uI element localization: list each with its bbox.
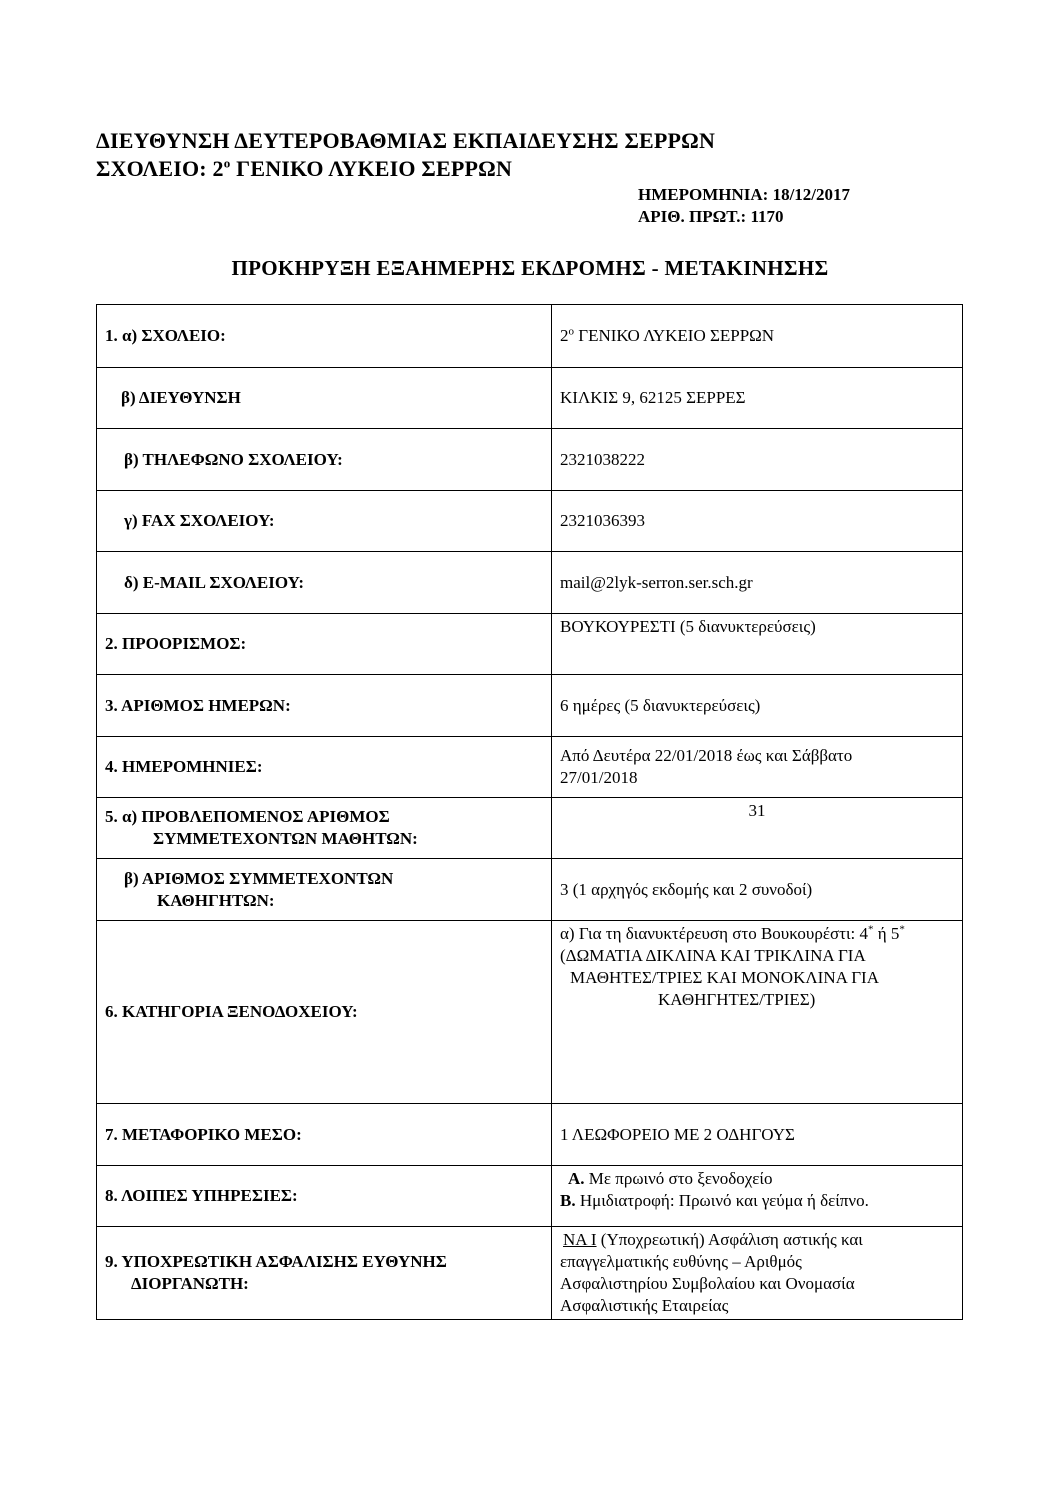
star-sup: * bbox=[899, 923, 905, 936]
hotel-category-text: α) Για τη διανυκτέρευση στο Βουκουρέστι: 4 bbox=[560, 924, 869, 943]
table-row bbox=[97, 675, 963, 737]
date-line: ΗΜΕΡΟΜΗΝΙΑ: 18/12/2017 bbox=[638, 185, 851, 204]
label-line: 5. α) ΠΡΟΒΛΕΠΟΜΕΝΟΣ ΑΡΙΘΜΟΣ bbox=[105, 807, 390, 826]
value-line: Ασφαλιστηρίου Συμβολαίου και Ονομασία bbox=[560, 1274, 855, 1293]
row-value: mail@2lyk-serron.ser.sch.gr bbox=[552, 552, 963, 614]
row-value bbox=[552, 737, 963, 798]
row-label: 8. ΛΟΙΠΕΣ ΥΠΗΡΕΣΙΕΣ: bbox=[97, 1166, 552, 1227]
value-line bbox=[560, 1229, 954, 1251]
label-line: ΔΙΟΡΓΑΝΩΤΗ: bbox=[131, 1274, 249, 1293]
row-value: ΚΙΛΚΙΣ 9, 62125 ΣΕΡΡΕΣ bbox=[552, 368, 963, 429]
table-row bbox=[97, 1104, 963, 1166]
service-key: Β. bbox=[560, 1191, 576, 1210]
table-row bbox=[97, 921, 963, 1104]
service-key: Α. bbox=[568, 1169, 585, 1188]
label-line: β) ΑΡΙΘΜΟΣ ΣΥΜΜΕΤΕΧΟΝΤΩΝ bbox=[124, 868, 394, 888]
protocol-line: ΑΡΙΘ. ΠΡΩΤ.: 1170 bbox=[638, 207, 784, 226]
table-row bbox=[97, 737, 963, 798]
school-heading bbox=[96, 156, 512, 182]
row-value bbox=[552, 1166, 963, 1227]
star-sup: * bbox=[868, 923, 874, 936]
ordinal-sup: ο bbox=[568, 325, 574, 338]
row-label: 4. ΗΜΕΡΟΜΗΝΙΕΣ: bbox=[97, 737, 552, 798]
value-line: επαγγελματικής ευθύνης – Αριθμός bbox=[560, 1252, 802, 1271]
row-label: γ) FAX ΣΧΟΛΕΙΟΥ: bbox=[97, 491, 552, 552]
table-row bbox=[97, 798, 963, 859]
table-row bbox=[97, 305, 963, 368]
value-line: ΜΑΘΗΤΕΣ/ΤΡΙΕΣ ΚΑΙ ΜΟΝΟΚΛΙΝΑ ΓΙΑ bbox=[570, 968, 879, 987]
label-line: 9. ΥΠΟΧΡΕΩΤΙΚΗ ΑΣΦΑΛΙΣΗΣ ΕΥΘΥΝΗΣ bbox=[105, 1252, 447, 1271]
row-value: 1 ΛΕΩΦΟΡΕΙΟ ΜΕ 2 ΟΔΗΓΟΥΣ bbox=[552, 1104, 963, 1166]
service-text: Με πρωινό στο ξενοδοχείο bbox=[584, 1169, 773, 1188]
value-line bbox=[560, 1190, 954, 1212]
value-line bbox=[560, 923, 954, 945]
document-title: ΠΡΟΚΗΡΥΞΗ ΕΞΑΗΜΕΡΗΣ ΕΚΔΡΟΜΗΣ - ΜΕΤΑΚΙΝΗΣΗΣ bbox=[231, 256, 829, 280]
row-label: β) ΔΙΕΥΘΥΝΣΗ bbox=[97, 368, 552, 429]
row-label bbox=[97, 859, 552, 921]
trip-form-table bbox=[96, 304, 963, 1320]
table-row bbox=[97, 552, 963, 614]
row-value bbox=[552, 921, 963, 1104]
table-row bbox=[97, 1227, 963, 1320]
table-row bbox=[97, 859, 963, 921]
row-value: 2321036393 bbox=[552, 491, 963, 552]
row-label: 6. ΚΑΤΗΓΟΡΙΑ ΞΕΝΟΔΟΧΕΙΟΥ: bbox=[97, 921, 552, 1104]
row-label: 1. α) ΣΧΟΛΕΙΟ: bbox=[97, 305, 552, 368]
row-value bbox=[552, 305, 963, 368]
value-line: 27/01/2018 bbox=[560, 768, 638, 787]
row-value: ΒΟΥΚΟΥΡΕΣΤΙ (5 διανυκτερεύσεις) bbox=[552, 614, 963, 675]
row-label: 2. ΠΡΟΟΡΙΣΜΟΣ: bbox=[97, 614, 552, 675]
value-line: (ΔΩΜΑΤΙΑ ΔΙΚΛΙΝΑ ΚΑΙ ΤΡΙΚΛΙΝΑ ΓΙΑ bbox=[560, 946, 866, 965]
value-line bbox=[560, 1168, 954, 1190]
school-heading-suffix: ΓΕΝΙΚΟ ΛΥΚΕΙΟ ΣΕΡΡΩΝ bbox=[230, 156, 513, 181]
table-row bbox=[97, 491, 963, 552]
label-line: ΣΥΜΜΕΤΕΧΟΝΤΩΝ ΜΑΘΗΤΩΝ: bbox=[153, 829, 418, 848]
directorate-heading: ΔΙΕΥΘΥΝΣΗ ΔΕΥΤΕΡΟΒΑΘΜΙΑΣ ΕΚΠΑΙΔΕΥΣΗΣ ΣΕΡΡΩΝ bbox=[96, 128, 716, 153]
insurance-text: (Υποχρεωτική) Ασφάλιση αστικής και bbox=[596, 1230, 863, 1249]
value-suffix: ΓΕΝΙΚΟ ΛΥΚΕΙΟ ΣΕΡΡΩΝ bbox=[574, 326, 775, 345]
row-label bbox=[97, 1227, 552, 1320]
label-line: ΚΑΘΗΓΗΤΩΝ: bbox=[157, 890, 275, 910]
table-row bbox=[97, 614, 963, 675]
row-value: 6 ημέρες (5 διανυκτερεύσεις) bbox=[552, 675, 963, 737]
value-line: ΚΑΘΗΓΗΤΕΣ/ΤΡΙΕΣ) bbox=[658, 990, 816, 1009]
table-row bbox=[97, 368, 963, 429]
value-line: Ασφαλιστικής Εταιρείας bbox=[560, 1296, 729, 1315]
table-row bbox=[97, 429, 963, 491]
service-text: Ημιδιατροφή: Πρωινό και γεύμα ή δείπνο. bbox=[575, 1191, 869, 1210]
row-label: 3. ΑΡΙΘΜΟΣ ΗΜΕΡΩΝ: bbox=[97, 675, 552, 737]
row-value: 2321038222 bbox=[552, 429, 963, 491]
value-line: Από Δευτέρα 22/01/2018 έως και Σάββατο bbox=[560, 746, 853, 765]
table-row bbox=[97, 1166, 963, 1227]
row-label: δ) E-MAIL ΣΧΟΛΕΙΟΥ: bbox=[97, 552, 552, 614]
row-value: 3 (1 αρχηγός εκδομής και 2 συνοδοί) bbox=[552, 859, 963, 921]
hotel-category-alt: ή 5 bbox=[873, 924, 900, 943]
school-heading-prefix: ΣΧΟΛΕΙΟ: 2 bbox=[96, 156, 224, 181]
row-value: 31 bbox=[552, 798, 963, 859]
row-value bbox=[552, 1227, 963, 1320]
row-label: 7. ΜΕΤΑΦΟΡΙΚΟ ΜΕΣΟ: bbox=[97, 1104, 552, 1166]
row-label bbox=[97, 798, 552, 859]
insurance-key: ΝΑ Ι bbox=[563, 1230, 597, 1249]
row-label: β) ΤΗΛΕΦΩΝΟ ΣΧΟΛΕΙΟΥ: bbox=[97, 429, 552, 491]
ordinal-sup: ο bbox=[223, 155, 231, 171]
value-prefix: 2 bbox=[560, 326, 569, 345]
